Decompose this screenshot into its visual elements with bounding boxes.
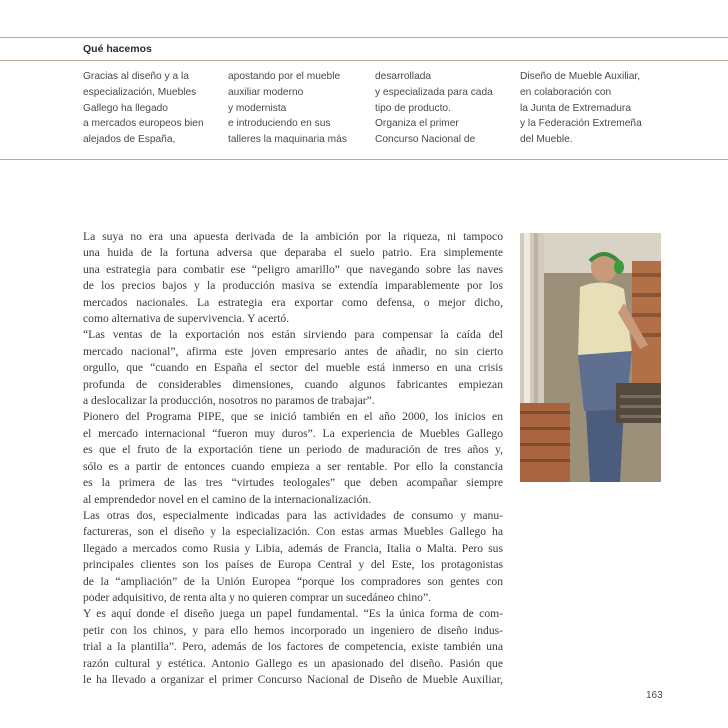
header-rule — [0, 60, 728, 61]
intro-line: del Mueble. — [520, 134, 573, 146]
intro-line: en colaboración con — [520, 86, 612, 98]
body-line: es la primera de las tres “virtudes teologales” que deben acompañar siempre — [83, 476, 503, 490]
body-line: factureras, son el diseño y la especialización. Con estas armas Muebles Gallego ha — [83, 525, 503, 539]
body-line: orgullo, que “cuando en España el sector del mueble está inmerso en una crisis — [83, 361, 503, 375]
body-line: sólo es a partir de entonces cuando empieza a ser rentable. Por ello la constancia — [83, 459, 503, 473]
intro-line: a mercados europeos bien — [83, 118, 204, 130]
intro-line: Organiza el primer — [375, 118, 459, 130]
body-line: le ha llevado a organizar el primer Concurso Nacional de Diseño de Mueble Auxiliar, — [83, 672, 503, 686]
body-line: de los precios bajos y la producción masiva se extendía imparablemente por los — [83, 279, 503, 293]
intro-line: apostando por el mueble — [228, 71, 341, 82]
intro-line: la Junta de Extremadura — [520, 102, 631, 114]
body-line: “Las ventas de la exportación nos están sirviendo para compensar la caída del — [83, 328, 503, 342]
body-line: poder adquisitivo, de renta alta y no quieren comprar un sucedáneo chino”. — [83, 590, 432, 604]
intro-line: talleres la maquinaria más — [228, 134, 347, 146]
intro-line: y modernista — [228, 102, 287, 114]
intro-line: Diseño de Mueble Auxiliar, — [520, 71, 641, 82]
body-line: mercado nacional”, afirma este joven empresario antes de añadir, no sin cierto — [83, 344, 503, 358]
intro-bottom-rule — [0, 159, 728, 160]
body-line: llegado a mercados como Rusia y Libia, además de Francia, Italia o Malta. Pero sus — [83, 541, 503, 555]
body-line: mercados nacionales. La estrategia era exportar como defensa, o mejor dicho, — [83, 295, 503, 309]
intro-column-3 — [375, 69, 511, 148]
body-line: de la “ampliación” de la Unión Europea “porque los compradores son gentes con — [83, 574, 503, 588]
intro-line: especialización, Muebles — [83, 86, 197, 98]
intro-line: Gracias al diseño y a la — [83, 71, 189, 82]
page-number: 163 — [646, 690, 663, 701]
intro-line: tipo de producto. — [375, 102, 451, 114]
body-line: profunda de considerables dimensiones, cuando algunos fabricantes empiezan — [83, 377, 503, 391]
intro-line: auxiliar moderno — [228, 86, 304, 98]
body-line: una huida de la fortuna adversa que deparaba el suelo patrio. Era simplemente — [83, 246, 503, 260]
body-line: como alternativa de supervivencia. Y acertó. — [83, 312, 290, 326]
intro-column-2 — [228, 69, 364, 148]
body-line: una estrategia para combatir ese “peligro amarillo” que navegando sobre las naves — [83, 262, 503, 276]
body-line: a deslocalizar la producción, nosotros no paramos de trabajar”. — [83, 394, 375, 408]
body-line: es que el fruto de la exportación tiene un periodo de maduración de tres años y, — [83, 443, 503, 457]
body-line: principales clientes son los países de Europa Central y del Este, los protagonistas — [83, 558, 503, 572]
top-rule — [0, 37, 728, 38]
worker-at-machine-image — [520, 233, 661, 482]
intro-column-1 — [83, 69, 219, 148]
intro-line: Gallego ha llegado — [83, 102, 168, 114]
intro-column-4 — [520, 69, 656, 148]
body-line: razón cultural y estética. Antonio Gallego es un apasionado del diseño. Pasión que — [83, 656, 503, 670]
body-line: petir con los chinos, y para ello hemos incorporado un ingeniero de diseño indus- — [83, 623, 503, 637]
intro-line: e introduciendo en sus — [228, 118, 331, 130]
intro-line: Concurso Nacional de — [375, 134, 476, 146]
body-line: trial a la plantilla”. Pero, además de los factores de competencia, existe también una — [83, 640, 503, 654]
intro-line: y especializada para cada — [375, 86, 493, 98]
body-line: al emprendedor novel en el camino de la internacionalización. — [83, 492, 372, 506]
section-title: Qué hacemos — [83, 43, 152, 55]
workshop-photo — [520, 233, 661, 482]
body-line: el mercado internacional “fueron muy duros”. La experiencia de Muebles Gallego — [83, 426, 503, 440]
intro-line: y la Federación Extremeña — [520, 118, 642, 130]
intro-line: desarrollada — [375, 71, 432, 82]
body-line: Las otras dos, especialmente indicadas para las actividades de consumo y manu- — [83, 508, 503, 522]
body-line: La suya no era una apuesta derivada de la ambición por la riqueza, ni tampoco — [83, 230, 503, 243]
intro-line: alejados de España, — [83, 134, 176, 146]
article-body — [83, 229, 503, 688]
body-line: Y es aquí donde el diseño juega un papel fundamental. “Es la única forma de com- — [83, 607, 503, 621]
body-line: Pionero del Programa PIPE, que se inició también en el año 2000, los inicios en — [83, 410, 503, 424]
